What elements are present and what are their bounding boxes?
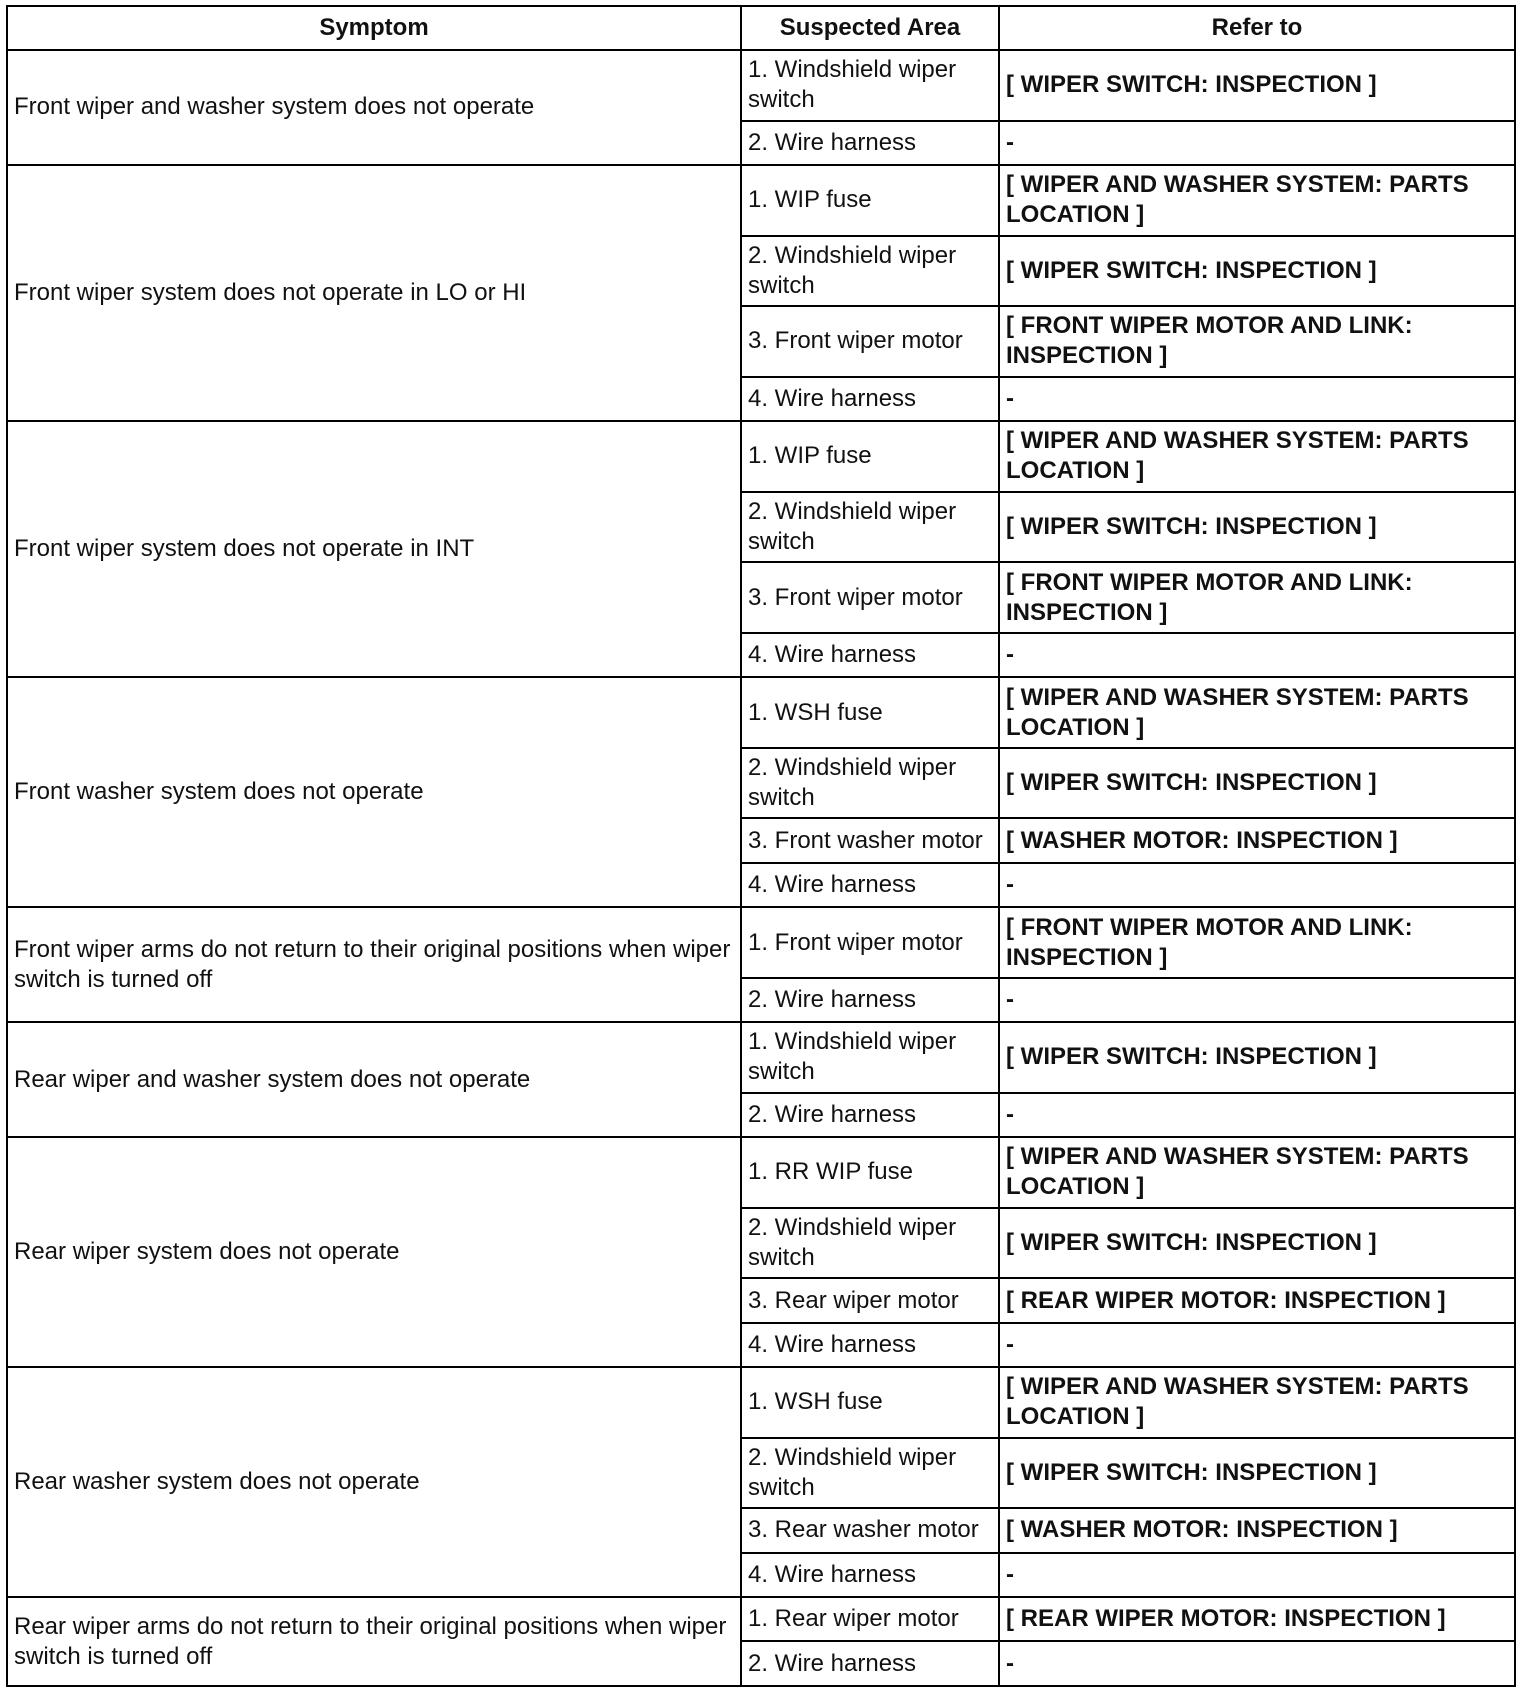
suspected-area-cell: 3. Front wiper motor [741,562,999,633]
refer-to-cell: - [999,377,1515,421]
refer-to-cell: - [999,1093,1515,1137]
refer-to-cell: - [999,121,1515,165]
suspected-area-cell: 2. Wire harness [741,121,999,165]
symptom-cell: Rear washer system does not operate [7,1367,741,1597]
symptom-cell: Front wiper system does not operate in INT [7,421,741,677]
symptom-cell: Rear wiper arms do not return to their original positions when wiper switch is turned off [7,1597,741,1686]
refer-to-cell[interactable]: [ FRONT WIPER MOTOR AND LINK: INSPECTION ] [999,907,1515,978]
suspected-area-cell: 4. Wire harness [741,863,999,907]
refer-to-cell[interactable]: [ WIPER SWITCH: INSPECTION ] [999,1438,1515,1509]
symptom-cell: Rear wiper and washer system does not operate [7,1022,741,1137]
suspected-area-cell: 2. Windshield wiper switch [741,236,999,307]
symptom-cell: Front wiper arms do not return to their original positions when wiper switch is turned off [7,907,741,1022]
refer-to-cell: - [999,1553,1515,1597]
refer-to-cell[interactable]: [ WIPER SWITCH: INSPECTION ] [999,492,1515,563]
refer-to-cell[interactable]: [ REAR WIPER MOTOR: INSPECTION ] [999,1278,1515,1322]
refer-to-cell[interactable]: [ FRONT WIPER MOTOR AND LINK: INSPECTION ] [999,562,1515,633]
suspected-area-cell: 1. Windshield wiper switch [741,1022,999,1093]
table-body [7,50,1515,1686]
suspected-area-cell: 2. Wire harness [741,1093,999,1137]
table-row [7,677,1515,748]
suspected-area-cell: 4. Wire harness [741,633,999,677]
suspected-area-cell: 1. WSH fuse [741,1367,999,1438]
suspected-area-cell: 3. Rear wiper motor [741,1278,999,1322]
refer-to-cell[interactable]: [ WIPER SWITCH: INSPECTION ] [999,748,1515,819]
suspected-area-cell: 3. Front wiper motor [741,306,999,377]
refer-to-cell[interactable]: [ REAR WIPER MOTOR: INSPECTION ] [999,1597,1515,1641]
suspected-area-cell: 1. Rear wiper motor [741,1597,999,1641]
suspected-area-cell: 2. Windshield wiper switch [741,492,999,563]
refer-to-cell: - [999,1641,1515,1686]
suspected-area-cell: 3. Rear washer motor [741,1508,999,1552]
refer-to-cell[interactable]: [ WIPER AND WASHER SYSTEM: PARTS LOCATION ] [999,677,1515,748]
suspected-area-cell: 1. Front wiper motor [741,907,999,978]
refer-to-cell[interactable]: [ WIPER AND WASHER SYSTEM: PARTS LOCATION ] [999,1367,1515,1438]
refer-to-cell[interactable]: [ WASHER MOTOR: INSPECTION ] [999,1508,1515,1552]
suspected-area-cell: 2. Wire harness [741,978,999,1022]
suspected-area-cell: 2. Wire harness [741,1641,999,1686]
suspected-area-cell: 1. Windshield wiper switch [741,50,999,121]
symptom-cell: Rear wiper system does not operate [7,1137,741,1367]
table-row [7,907,1515,978]
refer-to-cell: - [999,1323,1515,1367]
refer-to-cell[interactable]: [ WASHER MOTOR: INSPECTION ] [999,818,1515,862]
header-symptom: Symptom [7,6,741,50]
header-suspected-area: Suspected Area [741,6,999,50]
suspected-area-cell: 4. Wire harness [741,377,999,421]
header-row [7,6,1515,50]
symptom-cell: Front wiper and washer system does not operate [7,50,741,165]
suspected-area-cell: 3. Front washer motor [741,818,999,862]
refer-to-cell[interactable]: [ WIPER AND WASHER SYSTEM: PARTS LOCATION ] [999,165,1515,236]
suspected-area-cell: 1. WSH fuse [741,677,999,748]
troubleshooting-table [6,5,1516,1687]
table-row [7,165,1515,236]
refer-to-cell: - [999,863,1515,907]
suspected-area-cell: 4. Wire harness [741,1553,999,1597]
table-row [7,1367,1515,1438]
refer-to-cell[interactable]: [ WIPER SWITCH: INSPECTION ] [999,1208,1515,1279]
suspected-area-cell: 2. Windshield wiper switch [741,1208,999,1279]
suspected-area-cell: 2. Windshield wiper switch [741,748,999,819]
refer-to-cell: - [999,633,1515,677]
refer-to-cell[interactable]: [ WIPER SWITCH: INSPECTION ] [999,50,1515,121]
table-row [7,421,1515,492]
refer-to-cell[interactable]: [ FRONT WIPER MOTOR AND LINK: INSPECTION ] [999,306,1515,377]
suspected-area-cell: 2. Windshield wiper switch [741,1438,999,1509]
refer-to-cell: - [999,978,1515,1022]
symptom-cell: Front washer system does not operate [7,677,741,907]
suspected-area-cell: 1. WIP fuse [741,165,999,236]
refer-to-cell[interactable]: [ WIPER AND WASHER SYSTEM: PARTS LOCATION ] [999,1137,1515,1208]
refer-to-cell[interactable]: [ WIPER SWITCH: INSPECTION ] [999,236,1515,307]
header-refer-to: Refer to [999,6,1515,50]
table-row [7,1597,1515,1641]
table-row [7,50,1515,121]
suspected-area-cell: 4. Wire harness [741,1323,999,1367]
refer-to-cell[interactable]: [ WIPER AND WASHER SYSTEM: PARTS LOCATION ] [999,421,1515,492]
symptom-cell: Front wiper system does not operate in LO or HI [7,165,741,421]
suspected-area-cell: 1. RR WIP fuse [741,1137,999,1208]
table-row [7,1137,1515,1208]
refer-to-cell[interactable]: [ WIPER SWITCH: INSPECTION ] [999,1022,1515,1093]
table-row [7,1022,1515,1093]
suspected-area-cell: 1. WIP fuse [741,421,999,492]
